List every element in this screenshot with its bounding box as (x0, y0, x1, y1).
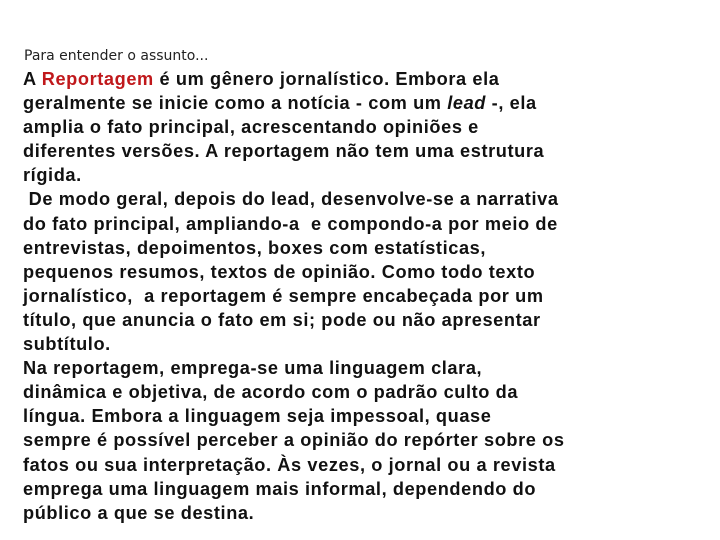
text-segment: -, ela (486, 93, 537, 114)
paragraph-3-line-4: sempre é possível perceber a opinião do repórter sobre os (23, 430, 565, 451)
text-segment: geralmente se inicie como a notícia - com um (23, 93, 448, 114)
italic-lead: lead (447, 93, 487, 114)
paragraph-3-line-5: fatos ou sua interpretação. Às vezes, o jornal ou a revista (23, 454, 556, 475)
paragraph-2-line-6: título, que anuncia o fato em si; pode ou não apresentar (23, 309, 541, 330)
body-text (23, 67, 703, 525)
paragraph-3-line-2: dinâmica e objetiva, de acordo com o padrão culto da (23, 382, 519, 403)
text-segment: é um gênero jornalístico. Embora ela (153, 69, 500, 89)
paragraph-2-line-3: entrevistas, depoimentos, boxes com estatísticas, (23, 237, 487, 258)
paragraph-3-line-6: emprega uma linguagem mais informal, dependendo do (23, 478, 537, 499)
text-segment: A (23, 69, 42, 89)
paragraph-1-line-4: diferentes versões. A reportagem não tem uma estrutura (23, 141, 545, 162)
paragraph-3-line-7: público a que se destina. (23, 502, 255, 523)
section-heading: Para entender o assunto... (24, 48, 209, 64)
paragraph-3-line-3: língua. Embora a linguagem seja impessoal, quase (23, 406, 492, 427)
paragraph-2-line-7: subtítulo. (23, 334, 111, 355)
paragraph-1-line-5: rígida. (23, 165, 82, 186)
paragraph-3-line-1: Na reportagem, emprega-se uma linguagem clara, (23, 358, 483, 379)
paragraph-1-line-3: amplia o fato principal, acrescentando opiniões e (23, 117, 479, 138)
paragraph-2-line-2: do fato principal, ampliando-a e compondo-a por meio de (23, 213, 558, 234)
paragraph-2-line-4: pequenos resumos, textos de opinião. Como todo texto (23, 261, 536, 282)
paragraph-2-line-5: jornalístico, a reportagem é sempre encabeçada por um (23, 285, 544, 306)
paragraph-1-line-2 (23, 91, 703, 115)
highlight-reportagem: Reportagem (41, 69, 154, 89)
paragraph-2-line-1: De modo geral, depois do lead, desenvolve-se a narrativa (23, 189, 559, 210)
paragraph-1-line-1 (23, 67, 703, 91)
